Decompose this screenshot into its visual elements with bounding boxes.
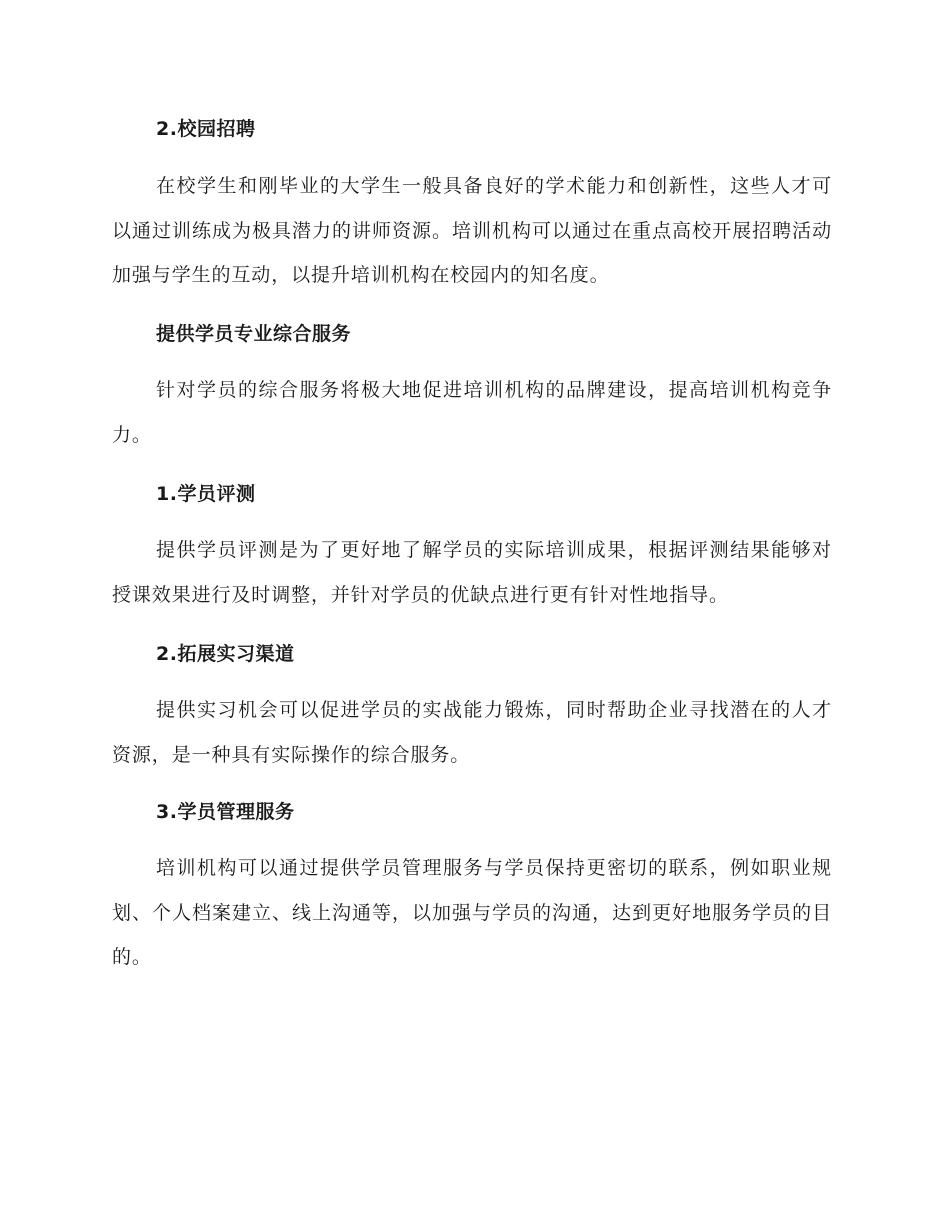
section-paragraph-student-management: 培训机构可以通过提供学员管理服务与学员保持更密切的联系，例如职业规划、个人档案建立、线上沟通等，以加强与学员的沟通，达到更好地服务学员的目的。 — [112, 857, 832, 968]
section-heading-student-management: 3.学员管理服务 — [156, 801, 295, 823]
section-heading-student-assessment: 1.学员评测 — [156, 483, 256, 505]
section-paragraph-student-assessment: 提供学员评测是为了更好地了解学员的实际培训成果，根据评测结果能够对授课效果进行及时调整，并针对学员的优缺点进行更有针对性地指导。 — [112, 539, 832, 606]
section-paragraph-campus-recruitment: 在校学生和刚毕业的大学生一般具备良好的学术能力和创新性，这些人才可以通过训练成为极具潜力的讲师资源。培训机构可以通过在重点高校开展招聘活动加强与学生的互动，以提升培训机构在校园内的知名度。 — [112, 175, 832, 286]
section-paragraph-internship-channels: 提供实习机会可以促进学员的实战能力锻炼，同时帮助企业寻找潜在的人才资源，是一种具有实际操作的综合服务。 — [112, 699, 832, 766]
section-heading-internship-channels: 2.拓展实习渠道 — [156, 643, 295, 665]
section-heading-student-services: 提供学员专业综合服务 — [156, 323, 352, 345]
section-heading-campus-recruitment: 2.校园招聘 — [156, 118, 256, 140]
section-paragraph-student-services: 针对学员的综合服务将极大地促进培训机构的品牌建设，提高培训机构竞争力。 — [112, 379, 832, 446]
